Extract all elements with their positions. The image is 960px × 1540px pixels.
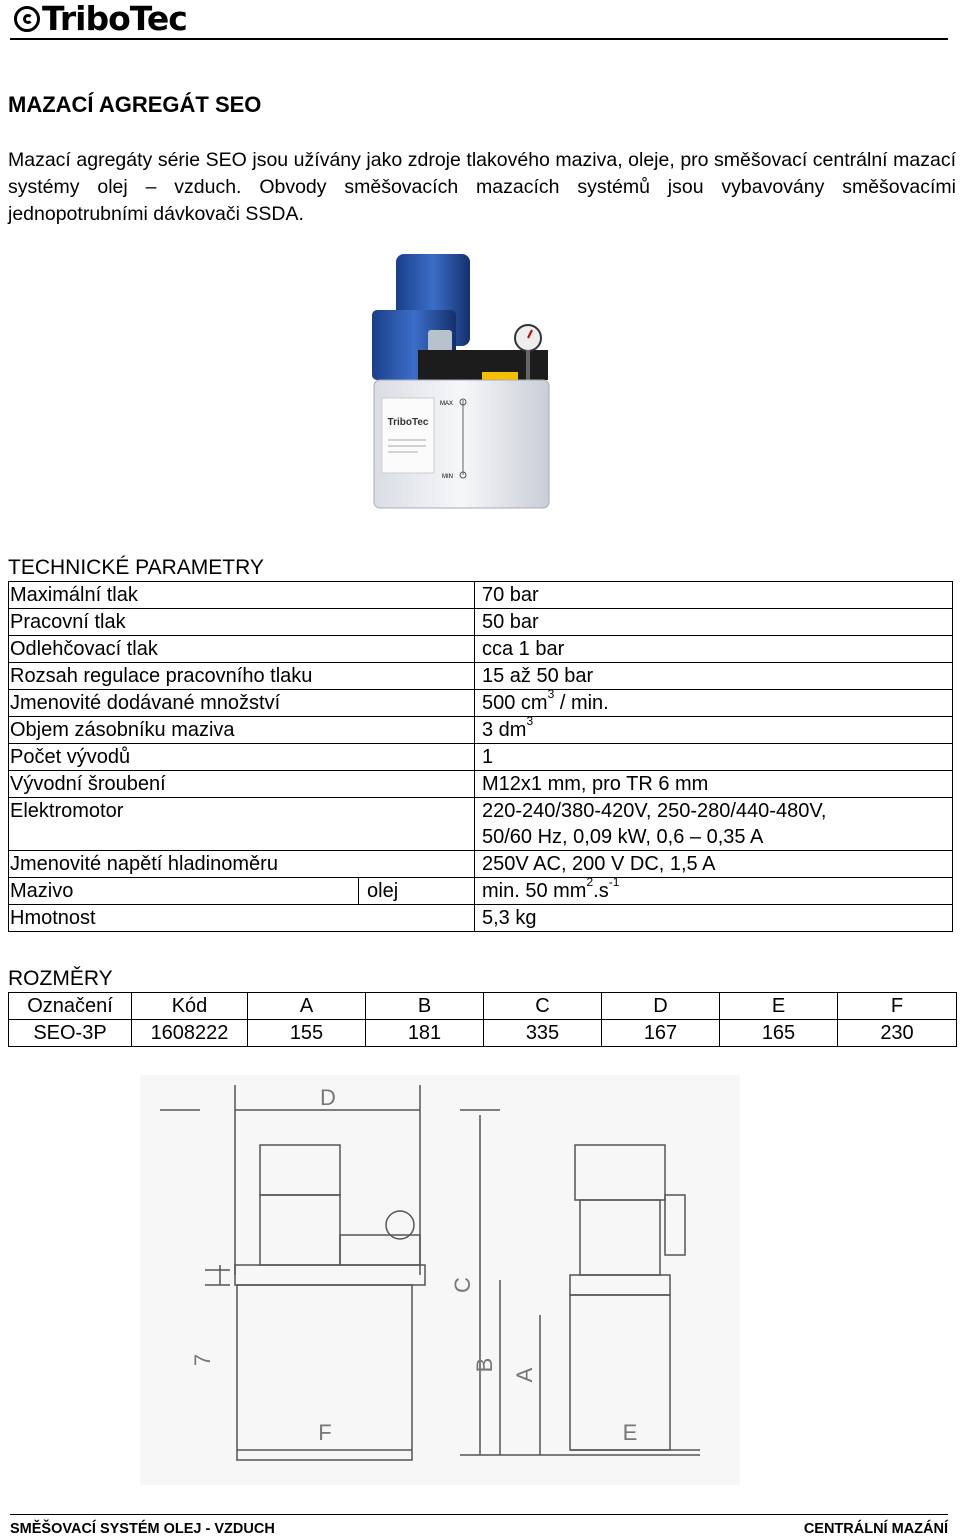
dims-data-row: SEO-3P 1608222 155 181 335 167 165 230 <box>9 1020 957 1047</box>
params-title: TECHNICKÉ PARAMETRY <box>8 556 264 579</box>
max-mark-label: MAX <box>439 401 453 407</box>
page-footer <box>10 1514 948 1537</box>
page-title: MAZACÍ AGREGÁT SEO <box>8 92 262 117</box>
dim-label-c: C <box>450 1277 475 1293</box>
table-row: Maximální tlak 70 bar <box>9 582 953 609</box>
page-header <box>10 0 948 40</box>
table-row: Počet vývodů 1 <box>9 744 953 771</box>
logo-text: TriboTec <box>42 0 187 38</box>
table-row: Rozsah regulace pracovního tlaku 15 až 50 bar <box>9 663 953 690</box>
table-row: Mazivo olej min. 50 $mm^2.s^{-1}$ <box>9 878 953 905</box>
dim-label-e: E <box>622 1420 638 1445</box>
dims-title: ROZMĚRY <box>8 967 113 990</box>
dim-label-a: A <box>512 1367 537 1383</box>
dim-label-b: B <box>472 1357 497 1373</box>
table-row: Hmotnost 5,3 kg <box>9 905 953 932</box>
dims-header-row: Označení Kód A B C D E F <box>9 993 957 1020</box>
table-row: Vývodní šroubení M12x1 mm, pro TR 6 mm <box>9 771 953 798</box>
lubrication-unit-photo <box>368 250 558 515</box>
intro-paragraph: Mazací agregáty série SEO jsou užívány jako zdroje tlakového maziva, oleje, pro směšovací centrální mazací systémy olej – vzduch. Obvody směšovacích mazacích systémů jsou vybavovány směšovacími jednopotrubními dávkovači SSDA. <box>8 149 956 225</box>
table-row: Jmenovité napětí hladinoměru 250V AC, 200 V DC, 1,5 A <box>9 851 953 878</box>
dimension-drawing <box>140 1075 740 1485</box>
footer-right: CENTRÁLNÍ MAZÁNÍ <box>803 1521 948 1537</box>
viscosity-value: min. 50 $mm^2.s^{-1}$ <box>475 878 953 905</box>
dim-label-7: 7 <box>190 1353 215 1367</box>
motor-value: 220-240/380-420V, 250-280/440-480V, 50/60 Hz, 0,09 kW, 0,6 – 0,35 A <box>475 798 953 851</box>
table-row: Jmenovité dodávané množství 500 $cm^3$ / min. <box>9 690 953 717</box>
flow-rate-value: 500 $cm^3$ / min. <box>475 690 953 717</box>
table-row: Odlehčovací tlak cca 1 bar <box>9 636 953 663</box>
photo-brand-label: TriboTec <box>387 417 429 428</box>
table-row: Pracovní tlak 50 bar <box>9 609 953 636</box>
dim-label-f: F <box>318 1420 332 1445</box>
dimensions-table <box>8 992 957 1047</box>
reservoir-volume-value: 3 $dm^3$ <box>475 717 953 744</box>
technical-parameters-table <box>8 581 953 932</box>
tribotec-logo <box>14 0 187 38</box>
table-row: Objem zásobníku maziva 3 $dm^3$ <box>9 717 953 744</box>
dim-label-d: D <box>320 1085 336 1110</box>
logo-mark-icon <box>14 6 40 32</box>
table-row: Elektromotor 220-240/380-420V, 250-280/440-480V, 50/60 Hz, 0,09 kW, 0,6 – 0,35 A <box>9 798 953 851</box>
footer-left: SMĚŠOVACÍ SYSTÉM OLEJ - VZDUCH <box>10 1521 275 1537</box>
min-mark-label: MIN <box>442 474 453 480</box>
